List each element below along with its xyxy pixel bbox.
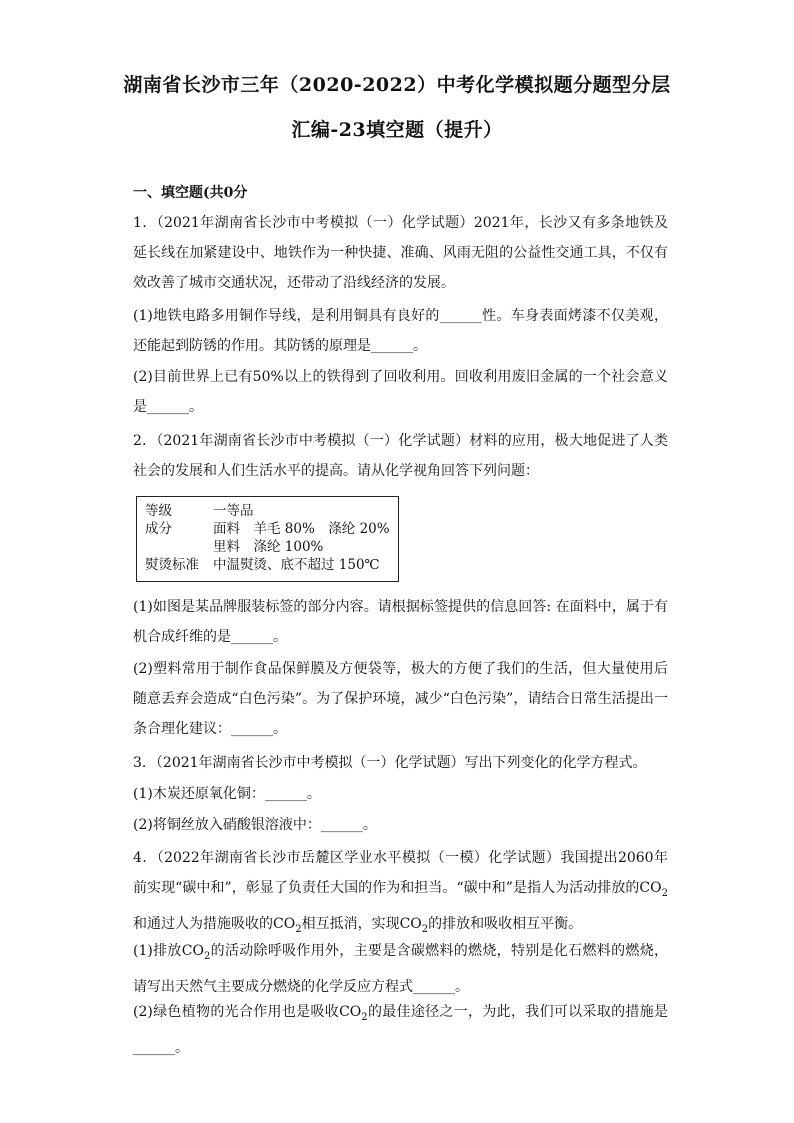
label-value-lining: 里料 涤纶 100% [213, 539, 324, 555]
label-row-grade [145, 502, 390, 520]
q2-part-2: (2)塑料常用于制作食品保鲜膜及方便袋等，极大的方便了我们的生活，但大量使用后随意丢弃会造成“白色污染”。为了保护环境，减少“白色污染”，请结合日常生活提出一条合理化建议：______。 [133, 661, 668, 737]
q4-part-2: (2)绿色植物的光合作用也是吸收$CO_2$的最佳途径之一，为此，我们可以采取的措施是______。 [133, 1004, 668, 1056]
label-value-ironing: 中温熨烫、底不超过 150℃ [213, 557, 380, 573]
q4-part-1: (1)排放$CO_2$的活动除呼吸作用外，主要是含碳燃料的燃烧，特别是化石燃料的燃烧，请写出天然气主要成分燃烧的化学反应方程式______。 [133, 943, 668, 995]
q2-stem: 2．（2021年湖南省长沙市中考模拟（一）化学试题）材料的应用，极大地促进了人类社会的发展和人们生活水平的提高。请从化学视角回答下列问题： [133, 433, 668, 479]
q1-stem: 1．（2021年湖南省长沙市中考模拟（一）化学试题）2021年，长沙又有多条地铁及延长线在加紧建设中、地铁作为一种快捷、准确、风雨无阻的公益性交通工具，不仅有效改善了城市交通状况，还带动了沿线经济的发展。 [133, 215, 668, 291]
label-row-ironing [145, 556, 390, 574]
label-value-face: 面料 羊毛 80% 涤纶 20% [213, 521, 390, 537]
label-row-lining [145, 538, 390, 556]
q3-part-2: (2)将铜丝放入硝酸银溶液中：______。 [133, 817, 377, 833]
q4-stem: 4．（2022年湖南省长沙市岳麓区学业水平模拟（一模）化学试题）我国提出2060年前实现“碳中和”，彰显了负责任大国的作为和担当。“碳中和”是指人为活动排放的$CO_2$和通过人为措施吸收的$CO_2$相互抵消，实现$CO_2$的排放和吸收相互平衡。 [133, 850, 668, 935]
q3-part-1: (1)木炭还原氧化铜：______。 [133, 786, 321, 802]
q1-part-1: (1)地铁电路多用铜作导线，是利用铜具有良好的______性。车身表面烤漆不仅美观，还能起到防锈的作用。其防锈的原理是______。 [133, 308, 668, 354]
q1-part-2: (2)目前世界上已有50%以上的铁得到了回收利用。回收利用废旧金属的一个社会意义是______。 [133, 369, 668, 415]
label-value-grade: 一等品 [213, 503, 254, 519]
q2-part-1: (1)如图是某品牌服装标签的部分内容。请根据标签提供的信息回答: 在面料中，属于有机合成纤维的是______。 [133, 599, 668, 645]
label-key-grade: 等级 [145, 503, 172, 519]
label-row-composition [145, 520, 390, 538]
clothing-label-table [136, 496, 399, 582]
document-title-line-1: 湖南省长沙市三年（2020-2022）中考化学模拟题分题型分层 [123, 74, 671, 96]
label-key-composition: 成分 [145, 521, 172, 537]
label-key-ironing: 熨烫标准 [145, 557, 199, 573]
q3-stem: 3．（2021年湖南省长沙市中考模拟（一）化学试题）写出下列变化的化学方程式。 [133, 755, 647, 771]
document-title-line-2: 汇编-23填空题（提升） [291, 119, 503, 141]
section-heading: 一、填空题(共0分 [133, 185, 248, 201]
